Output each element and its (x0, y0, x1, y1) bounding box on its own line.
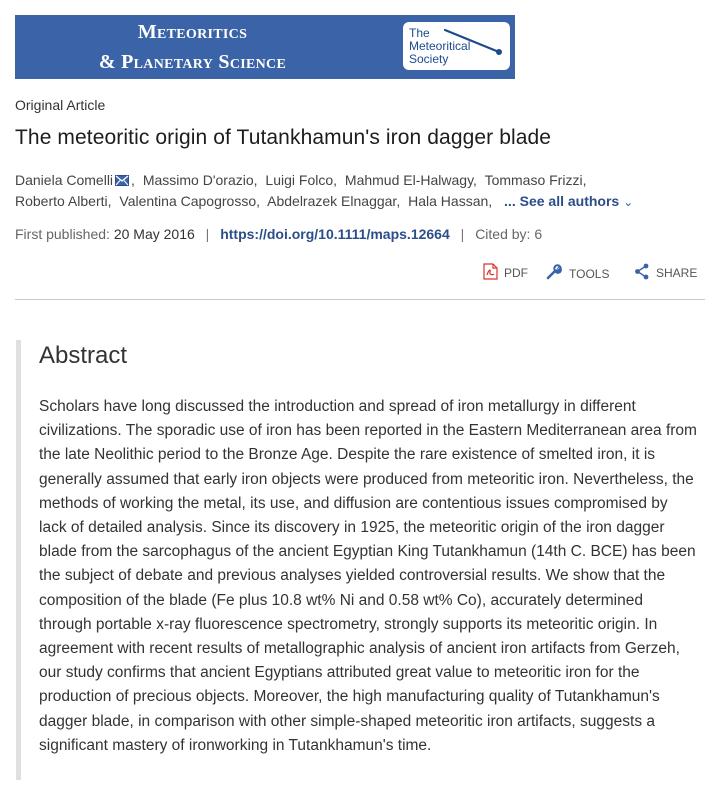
journal-name-line1: Meteoritics (137, 21, 248, 43)
abstract-section (16, 340, 699, 780)
author-link[interactable]: Abdelrazek Elnaggar, (267, 193, 401, 209)
share-label: SHARE (656, 266, 698, 280)
author-list (15, 170, 675, 212)
author-link[interactable]: Mahmud El-Halwagy, (344, 172, 477, 188)
pdf-label: PDF (504, 266, 528, 280)
journal-banner[interactable] (15, 15, 515, 79)
author-name: Daniela Comelli (15, 172, 114, 188)
society-line3: Society (409, 52, 449, 66)
doi-link[interactable]: https://doi.org/10.1111/maps.12664 (220, 226, 450, 242)
society-line2: Meteoritical (409, 39, 471, 53)
see-all-authors-button[interactable] (504, 193, 633, 209)
tools-label: TOOLS (569, 266, 610, 281)
journal-name (15, 17, 370, 77)
share-icon (634, 263, 650, 283)
author-link[interactable]: Daniela Comelli , (15, 172, 135, 188)
abstract-text: Scholars have long discussed the introduction and spread of iron metallurgy in different civilizations. The sporadic use of iron has been reported in the Eastern Mediterranean area from the late Neolithic period to the Bronze Age. Despite the rare existence of smelted iron, it is generally assumed that early iron objects were produced from meteoritic iron. Nevertheless, the methods of working the metal, its use, and diffusion are contentious issues compromised by lack of detailed analysis. Since its discovery in 1925, the meteoritic origin of the iron dagger blade from the sarcophagus of the ancient Egyptian King Tutankhamun (14th C. BCE) has been the subject of debate and previous analyses yielded controversial results. We show that the composition of the blade (Fe plus 10.8 wt% Ni and 0.58 wt% Co), accurately determined through portable x-ray fluorescence spectrometry, strongly supports its meteoritic origin. In agreement with recent results of metallographic analysis of ancient iron artifacts from Gerzeh, our study confirms that ancient Egyptians attributed great value to meteoritic iron for the production of precious objects. Moreover, the high manufacturing quality of Tutankhamun's dagger blade, in comparison with other simple-shaped meteoritic iron artifacts, suggests a significant mastery of ironworking in Tutankhamun's time. (39, 398, 697, 754)
meteor-streak-icon (443, 26, 505, 56)
share-button[interactable] (634, 263, 697, 283)
author-link[interactable]: Hala Hassan, (408, 193, 493, 209)
first-published-label: First published: (15, 226, 110, 242)
section-divider (15, 299, 705, 300)
chevron-down-icon: ⌄ (623, 195, 634, 209)
author-link[interactable]: Roberto Alberti, (15, 193, 112, 209)
article-type: Original Article (15, 97, 106, 113)
tools-button[interactable] (545, 263, 609, 284)
pdf-button[interactable] (483, 263, 528, 283)
publication-meta (15, 226, 542, 242)
author-link[interactable]: Luigi Folco, (265, 172, 338, 188)
author-link[interactable]: Tommaso Frizzi, (484, 172, 587, 188)
pdf-icon (483, 263, 498, 283)
author-link[interactable]: Massimo D'orazio, (142, 172, 258, 188)
meta-divider: | (460, 226, 465, 242)
author-link[interactable]: Valentina Capogrosso, (119, 193, 260, 209)
article-title: The meteoritic origin of Tutankhamun's iron dagger blade (15, 126, 552, 149)
envelope-icon[interactable] (115, 171, 129, 191)
first-published-date: 20 May 2016 (113, 226, 195, 242)
meta-divider: | (205, 226, 210, 242)
journal-name-line2: & Planetary Science (98, 51, 287, 73)
abstract-heading: Abstract (39, 342, 128, 369)
wrench-icon (545, 263, 563, 284)
see-all-authors-label: ... See all authors (504, 193, 620, 209)
cited-by-link[interactable]: Cited by: 6 (475, 226, 543, 242)
article-toolbar (445, 263, 705, 281)
society-line1: The (409, 26, 430, 40)
society-logo[interactable] (403, 22, 510, 70)
